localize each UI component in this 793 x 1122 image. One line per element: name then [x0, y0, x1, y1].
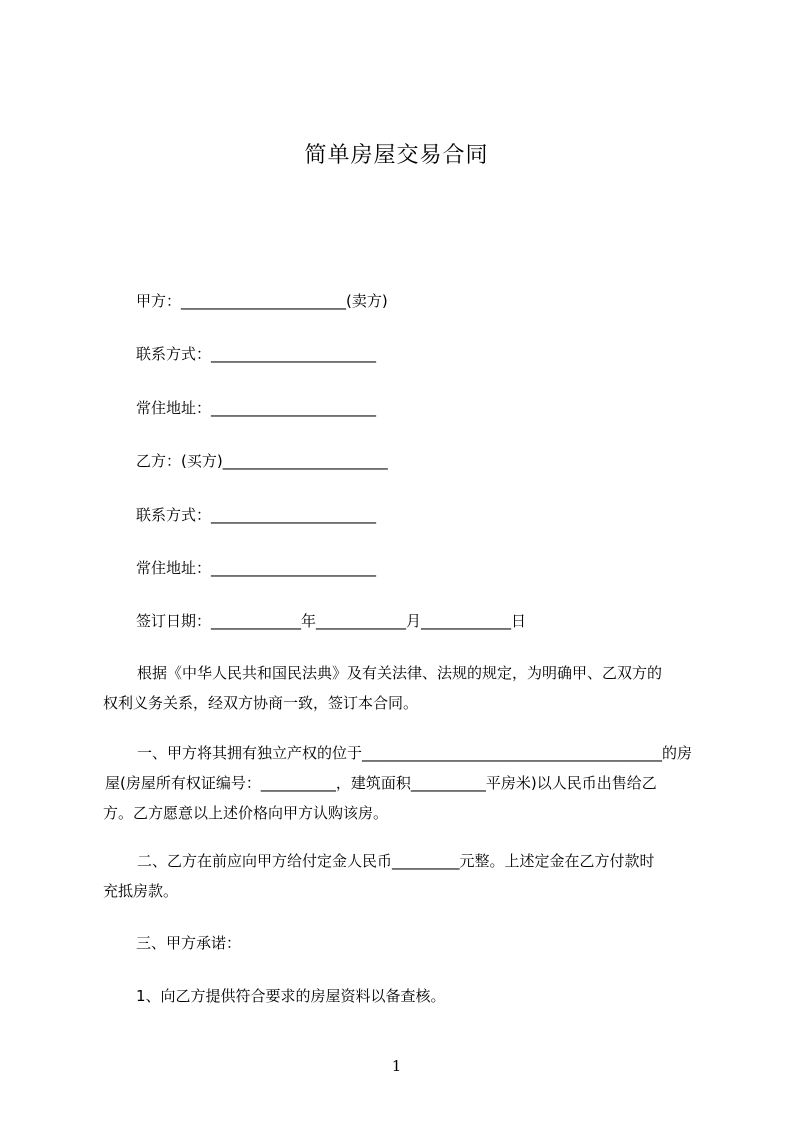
clause-3-heading: 三、甲方承诺： — [136, 934, 242, 952]
paragraph-line: 屋(房屋所有权证编号：__________，建筑面积__________平房米)以人民币出售给乙 — [105, 774, 657, 792]
clause-2-paragraph — [103, 846, 700, 906]
paragraph-line: 方。乙方愿意以上述价格向甲方认购该房。 — [103, 804, 389, 822]
paragraph-line: 充抵房款。 — [103, 882, 179, 900]
paragraph-line: 一、甲方将其拥有独立产权的位于________________________________________的房 — [137, 744, 693, 762]
sign-date-field: 签订日期：____________年____________月____________日 — [136, 612, 527, 630]
intro-paragraph — [103, 658, 700, 718]
paragraph-line: 根据《中华人民共和国民法典》及有关法律、法规的规定，为明确甲、乙双方的 — [137, 664, 663, 682]
page-number: 1 — [391, 1057, 402, 1075]
party-a-field: 甲方：______________________(卖方) — [136, 292, 388, 310]
party-b-contact-field: 联系方式：______________________ — [136, 506, 377, 524]
party-b-address-field: 常住地址：______________________ — [136, 559, 377, 577]
paragraph-line: 权利义务关系，经双方协商一致，签订本合同。 — [103, 694, 419, 712]
party-a-contact-field: 联系方式：______________________ — [136, 345, 377, 363]
clause-3-item-1: 1、向乙方提供符合要求的房屋资料以备查核。 — [136, 987, 446, 1005]
clause-1-paragraph — [103, 738, 700, 828]
party-a-address-field: 常住地址：______________________ — [136, 399, 377, 417]
party-b-field: 乙方：(买方)______________________ — [136, 452, 388, 470]
paragraph-line: 二、乙方在前应向甲方给付定金人民币_________元整。上述定金在乙方付款时 — [137, 852, 655, 870]
document-title: 简单房屋交易合同 — [304, 143, 489, 168]
